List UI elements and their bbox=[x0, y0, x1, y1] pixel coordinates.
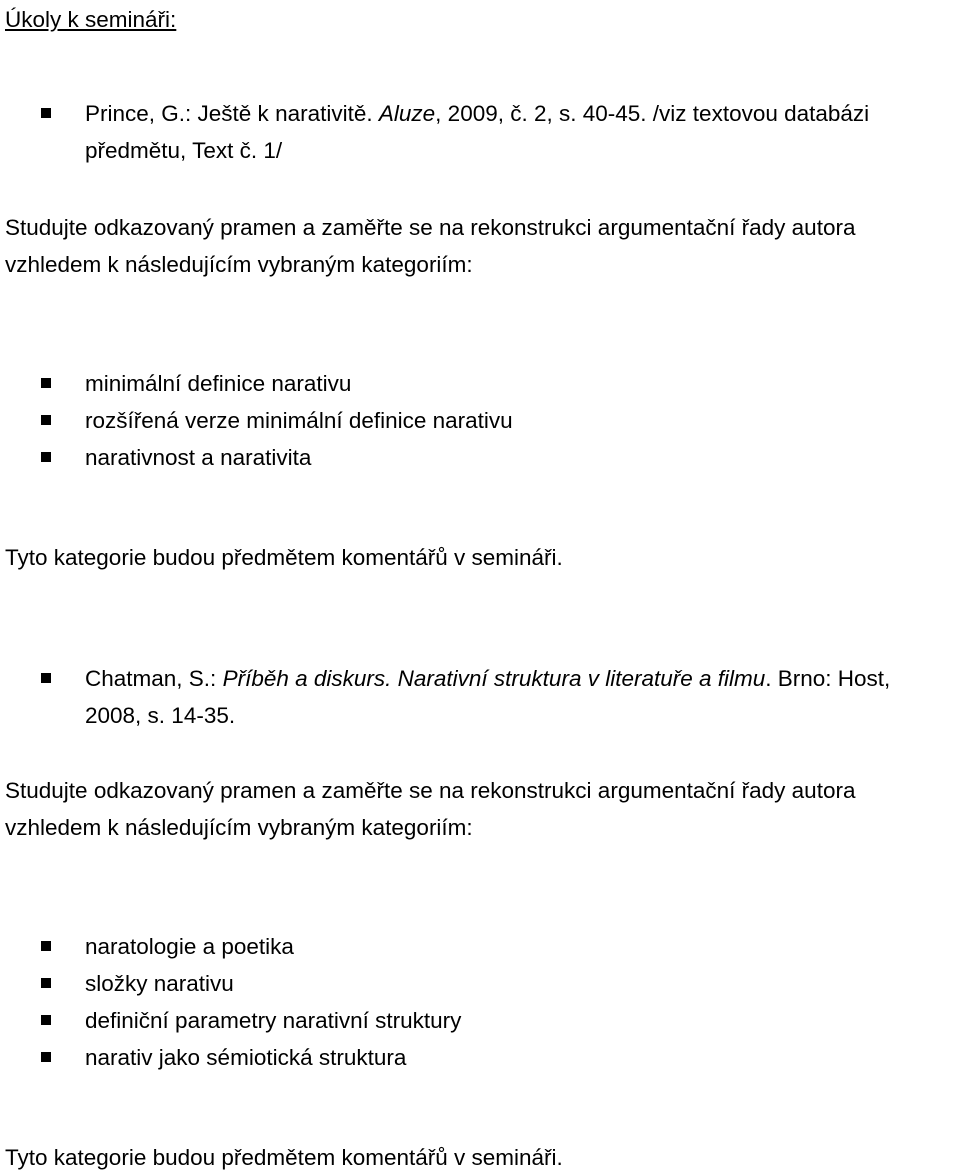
reference-title: Příběh a diskurs. Narativní struktura v literatuře a filmu bbox=[222, 666, 766, 691]
list-item bbox=[0, 928, 461, 965]
reference-item-chatman bbox=[0, 660, 890, 734]
square-bullet-icon bbox=[41, 415, 51, 425]
list-item-label: naratologie a poetika bbox=[85, 934, 294, 959]
square-bullet-icon bbox=[41, 452, 51, 462]
list-item bbox=[0, 965, 461, 1002]
list-item bbox=[0, 439, 513, 476]
list-item bbox=[0, 402, 513, 439]
category-list-2 bbox=[0, 928, 461, 1076]
reference-journal: Aluze bbox=[378, 101, 436, 126]
list-item-label: složky narativu bbox=[85, 971, 234, 996]
square-bullet-icon bbox=[41, 1052, 51, 1062]
square-bullet-icon bbox=[41, 978, 51, 988]
reference-item-prince bbox=[0, 95, 869, 169]
reference-author: Prince, G.: Ještě k narativitě. bbox=[85, 101, 379, 126]
list-item-label: narativnost a narativita bbox=[85, 445, 312, 470]
reference-list-2 bbox=[0, 660, 890, 734]
reference-details: . Brno: Host, bbox=[765, 666, 891, 691]
reference-list-1 bbox=[0, 95, 869, 169]
list-item bbox=[0, 365, 513, 402]
square-bullet-icon bbox=[41, 108, 51, 118]
square-bullet-icon bbox=[41, 673, 51, 683]
instruction-line: Studujte odkazovaný pramen a zaměřte se na rekonstrukci argumentační řady autora bbox=[5, 215, 856, 240]
seminar-note: Tyto kategorie budou předmětem komentářů v semináři. bbox=[5, 1145, 563, 1170]
list-item bbox=[0, 1039, 461, 1076]
square-bullet-icon bbox=[41, 378, 51, 388]
instruction-line: vzhledem k následujícím vybraným kategoriím: bbox=[5, 815, 473, 840]
square-bullet-icon bbox=[41, 941, 51, 951]
list-item-label: rozšířená verze minimální definice narativu bbox=[85, 408, 513, 433]
reference-continuation: předmětu, Text č. 1/ bbox=[85, 138, 283, 163]
reference-details: , 2009, č. 2, s. 40-45. /viz textovou databázi bbox=[435, 101, 870, 126]
reference-author: Chatman, S.: bbox=[85, 666, 223, 691]
list-item-label: definiční parametry narativní struktury bbox=[85, 1008, 462, 1033]
list-item-label: minimální definice narativu bbox=[85, 371, 352, 396]
page-heading: Úkoly k semináři: bbox=[5, 7, 177, 32]
category-list-1 bbox=[0, 365, 513, 476]
square-bullet-icon bbox=[41, 1015, 51, 1025]
instruction-line: Studujte odkazovaný pramen a zaměřte se na rekonstrukci argumentační řady autora bbox=[5, 778, 856, 803]
reference-continuation: 2008, s. 14-35. bbox=[85, 703, 236, 728]
list-item bbox=[0, 1002, 461, 1039]
list-item-label: narativ jako sémiotická struktura bbox=[85, 1045, 407, 1070]
seminar-note: Tyto kategorie budou předmětem komentářů v semináři. bbox=[5, 545, 563, 570]
instruction-line: vzhledem k následujícím vybraným kategoriím: bbox=[5, 252, 473, 277]
